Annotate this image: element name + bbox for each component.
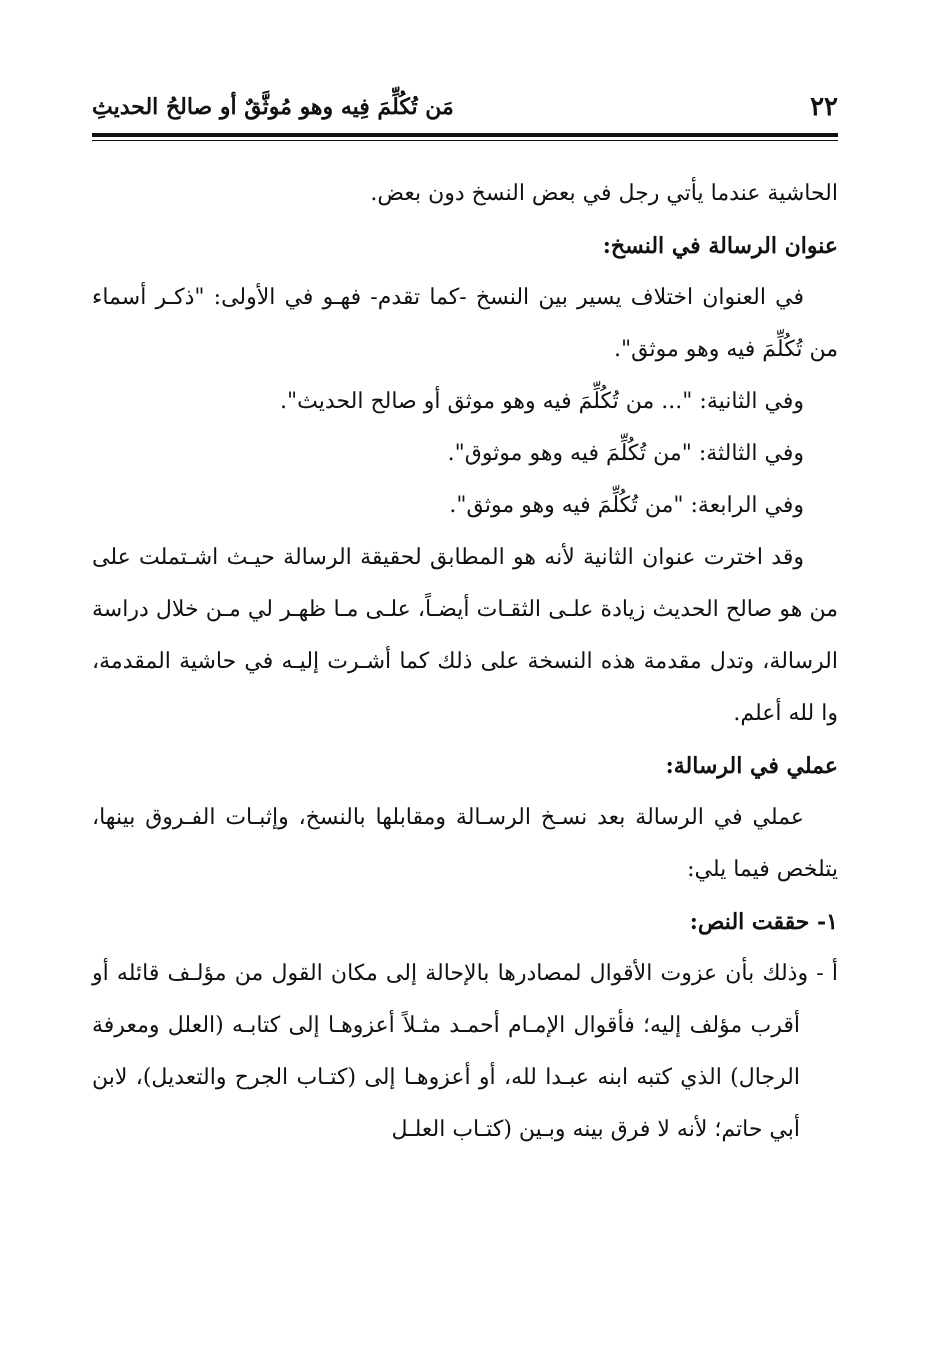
paragraph-chosen-title: وقد اخترت عنوان الثانية لأنه هو المطابق لحقيقة الرسالة حيـث اشـتملت على من هو صالح الحديث زيادة علـى الثقـات أيضـاً، علـى مـا ظهـر لي مـن خلال دراسة الرسالة، وتدل مقدمة هذه النسخة على ذلك كما أشـرت إليـه في حاشية المقدمة، وا لله أعلم. xyxy=(92,545,838,726)
header-rule-thin xyxy=(92,140,838,141)
page-number: ٢٢ xyxy=(810,92,838,122)
paragraph-second-copy: وفي الثانية: "... من تُكُلِّمَ فيه وهو موثق أو صالح الحديث". xyxy=(280,389,804,414)
paragraph-continuation: الحاشية عندما يأتي رجل في بعض النسخ دون بعض. xyxy=(370,181,838,206)
page-header xyxy=(92,86,838,130)
page-body xyxy=(92,168,838,1156)
section-heading-title-in-copies: عنوان الرسالة في النسخ: xyxy=(602,233,838,259)
paragraph-first-copy: في العنوان اختلاف يسير بين النسخ -كما تقدم- فهـو في الأولى: "ذكـر أسماء من تُكُلِّمَ فيه وهو موثق". xyxy=(92,285,838,362)
paragraph-third-copy: وفي الثالثة: "من تُكُلِّمَ فيه وهو موثوق". xyxy=(447,441,804,466)
paragraph-my-work: عملي في الرسالة بعد نسـخ الرسـالة ومقابلها بالنسخ، وإثبـات الفـروق بينها، يتلخص فيما يلي: xyxy=(92,805,838,882)
subheading-verified-text: ١- حققت النص: xyxy=(689,909,838,935)
paragraph-fourth-copy: وفي الرابعة: "من تُكُلِّمَ فيه وهو موثق". xyxy=(449,493,804,518)
section-heading-my-work: عملي في الرسالة: xyxy=(665,753,838,779)
running-title: مَن تُكُلِّمَ فِيه وهو مُوثَّقٌ أو صالحُ الحديثِ xyxy=(92,94,454,120)
list-item-a: أ - وذلك بأن عزوت الأقوال لمصادرها بالإحالة إلى مكان القول من مؤلـف قائله أو أقرب مؤلف إليه؛ فأقوال الإمـام أحمـد مثـلاً أعزوهـا إلى كتابـه (العلل ومعرفة الرجال) الذي كتبه ابنه عبـدا لله، أو أعزوهـا إلى (كتـاب الجرح والتعديل)، لابن أبي حاتم؛ لأنه لا فرق بينه وبـين (كتـاب العلـل xyxy=(92,961,839,1142)
header-rule-thick xyxy=(92,133,838,137)
